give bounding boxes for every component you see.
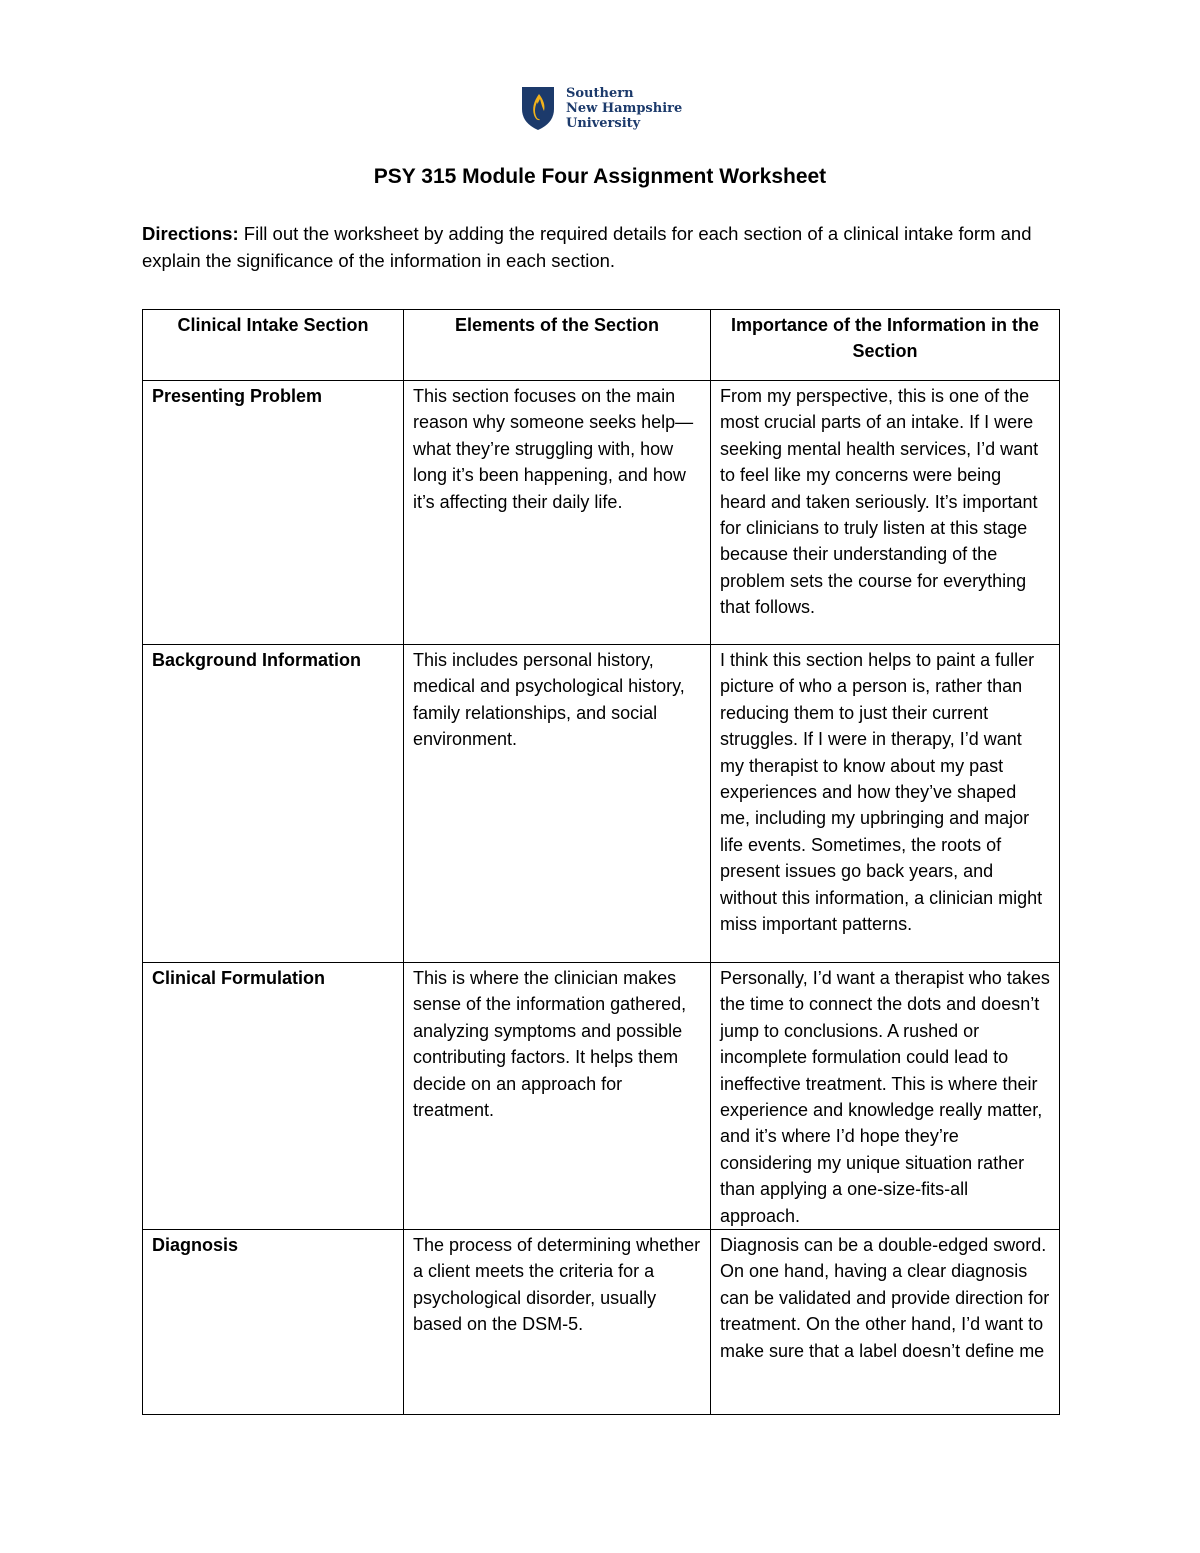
shield-flame-icon (520, 85, 556, 131)
directions-text: Fill out the worksheet by adding the required details for each section of a clinical intake form and explain the significance of the information in each section. (142, 223, 1032, 271)
importance-cell: I think this section helps to paint a fuller picture of who a person is, rather than reducing them to just their current struggles. If I were in therapy, I’d want my therapist to know about my past experiences and how they’ve shaped me, including my upbringing and major life events. Sometimes, the roots of present issues go back years, and without this information, a clinician might miss important patterns. (711, 645, 1060, 963)
section-cell: Background Information (143, 645, 404, 963)
importance-cell: From my perspective, this is one of the most crucial parts of an intake. If I were seeking mental health services, I’d want to feel like my concerns were being heard and taken seriously. It’s important for clinicians to truly listen at this stage because their understanding of the problem sets the course for everything that follows. (711, 381, 1060, 645)
elements-cell: This section focuses on the main reason why someone seeks help—what they’re struggling with, how long it’s been happening, and how it’s affecting their daily life. (404, 381, 711, 645)
header-cell-importance: Importance of the Information in the Section (711, 310, 1060, 381)
table-row (143, 381, 1060, 645)
importance-cell: Diagnosis can be a double-edged sword. On one hand, having a clear diagnosis can be validated and provide direction for treatment. On the other hand, I’d want to make sure that a label doesn’t define me (711, 1230, 1060, 1415)
table-row (143, 963, 1060, 1230)
logo-wordmark (566, 86, 682, 131)
logo-line-3: University (566, 115, 641, 131)
elements-cell: The process of determining whether a client meets the criteria for a psychological disorder, usually based on the DSM-5. (404, 1230, 711, 1415)
university-logo (520, 84, 690, 132)
importance-cell: Personally, I’d want a therapist who takes the time to connect the dots and doesn’t jump to conclusions. A rushed or incomplete formulation could lead to ineffective treatment. This is where their experience and knowledge really matter, and it’s where I’d hope they’re considering my unique situation rather than applying a one-size-fits-all approach. (711, 963, 1060, 1230)
table-header-row (143, 310, 1060, 381)
header-cell-elements: Elements of the Section (404, 310, 711, 381)
directions-label: Directions: (142, 223, 239, 244)
elements-cell: This is where the clinician makes sense of the information gathered, analyzing symptoms and possible contributing factors. It helps them decide on an approach for treatment. (404, 963, 711, 1230)
header-cell-section: Clinical Intake Section (143, 310, 404, 381)
intake-table (142, 309, 1060, 1415)
logo-line-2: New Hampshire (566, 100, 683, 116)
logo-line-1: Southern (566, 85, 634, 101)
section-cell: Clinical Formulation (143, 963, 404, 1230)
table-row (143, 1230, 1060, 1415)
directions-paragraph (142, 220, 1072, 274)
table-row (143, 645, 1060, 963)
elements-cell: This includes personal history, medical and psychological history, family relationships, and social environment. (404, 645, 711, 963)
section-cell: Diagnosis (143, 1230, 404, 1415)
document-title: PSY 315 Module Four Assignment Worksheet (373, 165, 827, 188)
section-cell: Presenting Problem (143, 381, 404, 645)
